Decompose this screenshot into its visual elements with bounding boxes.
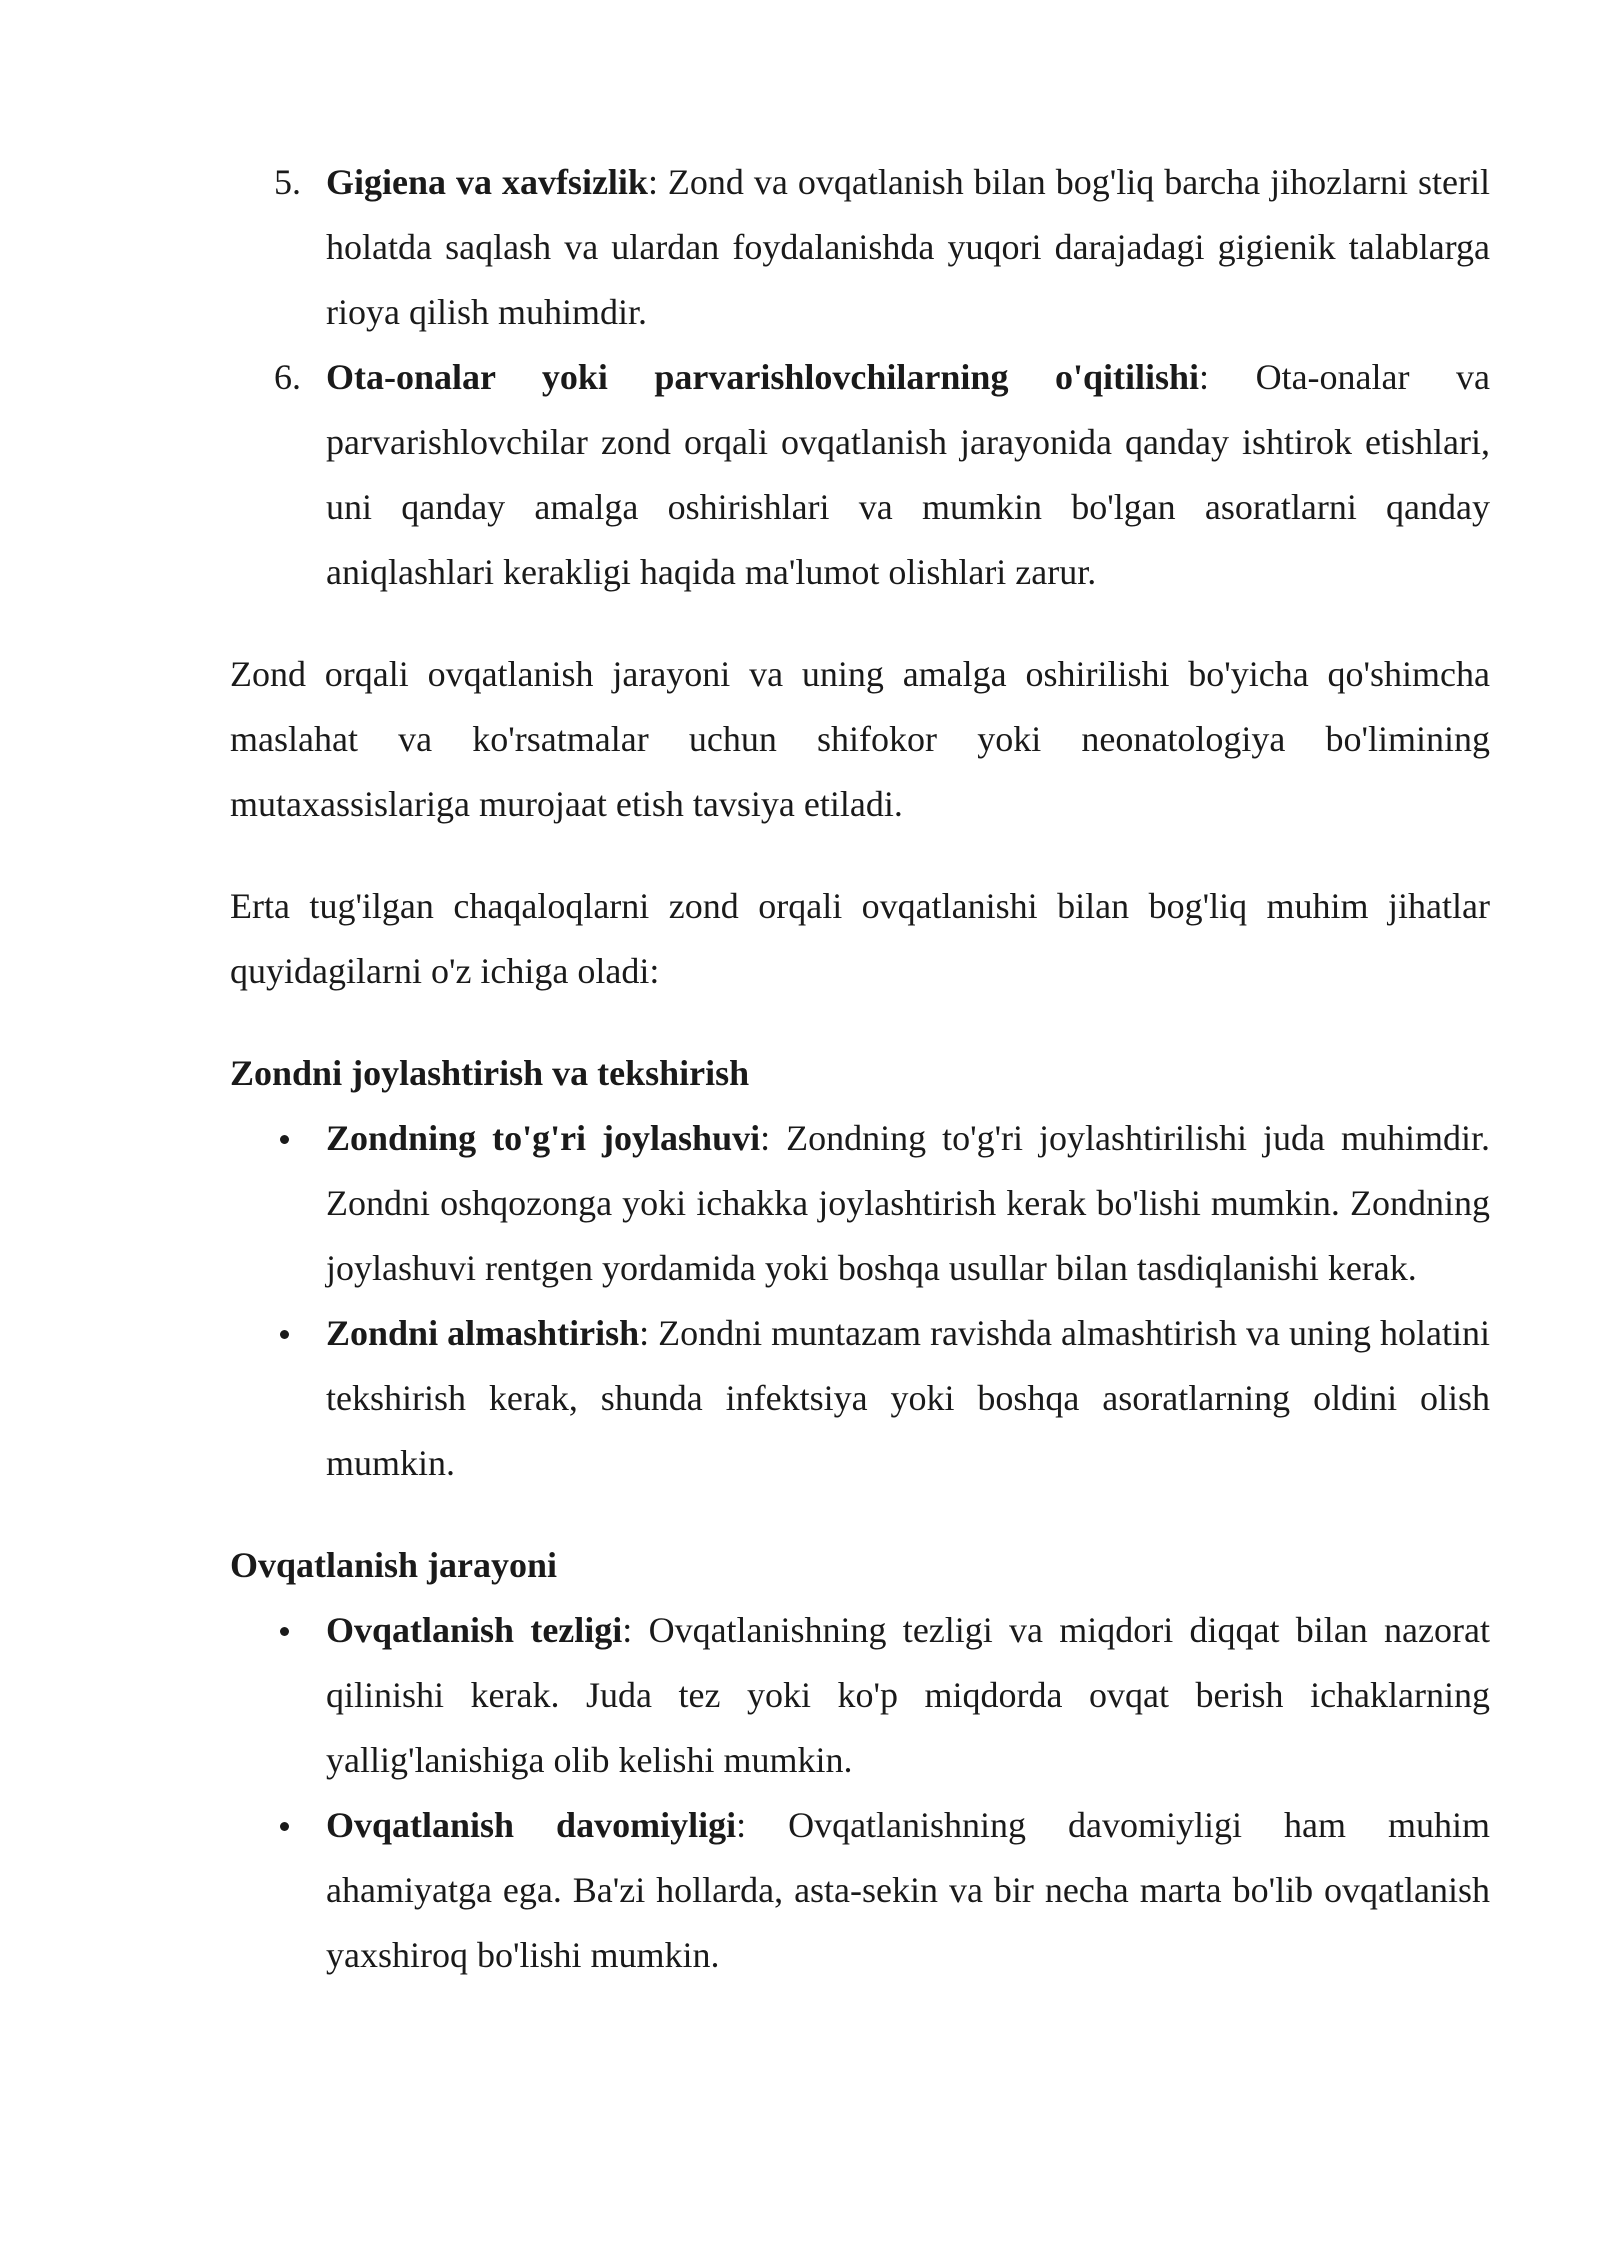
list-number: 6. (274, 357, 301, 397)
paragraph-intro: Erta tug'ilgan chaqaloqlarni zond orqali ovqatlanishi bilan bog'liq muhim jihatlar quyidagilarni o'z ichiga oladi: (230, 886, 1490, 991)
list-item-term: Zondning to'g'ri joylashuvi (326, 1118, 761, 1158)
list-item (230, 1106, 1490, 1301)
bullet-icon (280, 1822, 289, 1831)
list-item-text: : Zond va ovqatlanish bilan bog'liq barcha jihozlarni steril holatda saqlash va ulardan foydalanishda yuqori darajadagi gigienik talablarga rioya qilish muhimdir. (326, 162, 1490, 332)
paragraph-consultation: Zond orqali ovqatlanish jarayoni va uning amalga oshirilishi bo'yicha qo'shimcha maslahat va ko'rsatmalar uchun shifokor yoki neonatologiya bo'limining mutaxassislariga murojaat etish tavsiya etiladi. (230, 654, 1490, 824)
list-item-text: : Zondning to'g'ri joylashtirilishi juda muhimdir. Zondni oshqozonga yoki ichakka joylashtirish kerak bo'lishi mumkin. Zondning joylashuvi rentgen yordamida yoki boshqa usullar bilan tasdiqlanishi kerak. (326, 1118, 1491, 1288)
list-item-term: Ovqatlanish tezligi (326, 1610, 623, 1650)
numbered-list (230, 150, 1490, 605)
section-heading-placement: Zondni joylashtirish va tekshirish (230, 1053, 750, 1093)
list-item-text: : Ovqatlanishning davomiyligi ham muhim ahamiyatga ega. Ba'zi hollarda, asta-sekin va bir necha marta bo'lib ovqatlanish yaxshiroq bo'lishi mumkin. (326, 1805, 1490, 1975)
bullet-icon (280, 1627, 289, 1636)
list-item-term: Ovqatlanish davomiyligi (326, 1805, 737, 1845)
list-item-text: : Zondni muntazam ravishda almashtirish va uning holatini tekshirish kerak, shunda infektsiya yoki boshqa asoratlarning oldini olish mumkin. (326, 1313, 1490, 1483)
list-item-term: Zondni almashtirish (326, 1313, 640, 1353)
document-page (230, 150, 1490, 1988)
list-item (230, 1793, 1490, 1988)
list-item-term: Gigiena va xavfsizlik (326, 162, 648, 202)
bullet-icon (280, 1135, 289, 1144)
list-item-term: Ota-onalar yoki parvarishlovchilarning o'qitilishi (326, 357, 1200, 397)
bullet-icon (280, 1330, 289, 1339)
list-item (230, 1301, 1490, 1496)
list-item (230, 1598, 1490, 1793)
section-heading-feeding: Ovqatlanish jarayoni (230, 1545, 558, 1585)
bullet-list-feeding (230, 1598, 1490, 1988)
list-item-text: : Ovqatlanishning tezligi va miqdori diqqat bilan nazorat qilinishi kerak. Juda tez yoki ko'p miqdorda ovqat berish ichaklarning yallig'lanishiga olib kelishi mumkin. (326, 1610, 1490, 1780)
list-item (230, 150, 1490, 345)
list-number: 5. (274, 162, 301, 202)
list-item (230, 345, 1490, 605)
list-item-text: : Ota-onalar va parvarishlovchilar zond orqali ovqatlanish jarayonida qanday ishtirok etishlari, uni qanday amalga oshirishlari va mumkin bo'lgan asoratlarni qanday aniqlashlari kerakligi haqida ma'lumot olishlari zarur. (326, 357, 1490, 592)
bullet-list-placement (230, 1106, 1490, 1496)
